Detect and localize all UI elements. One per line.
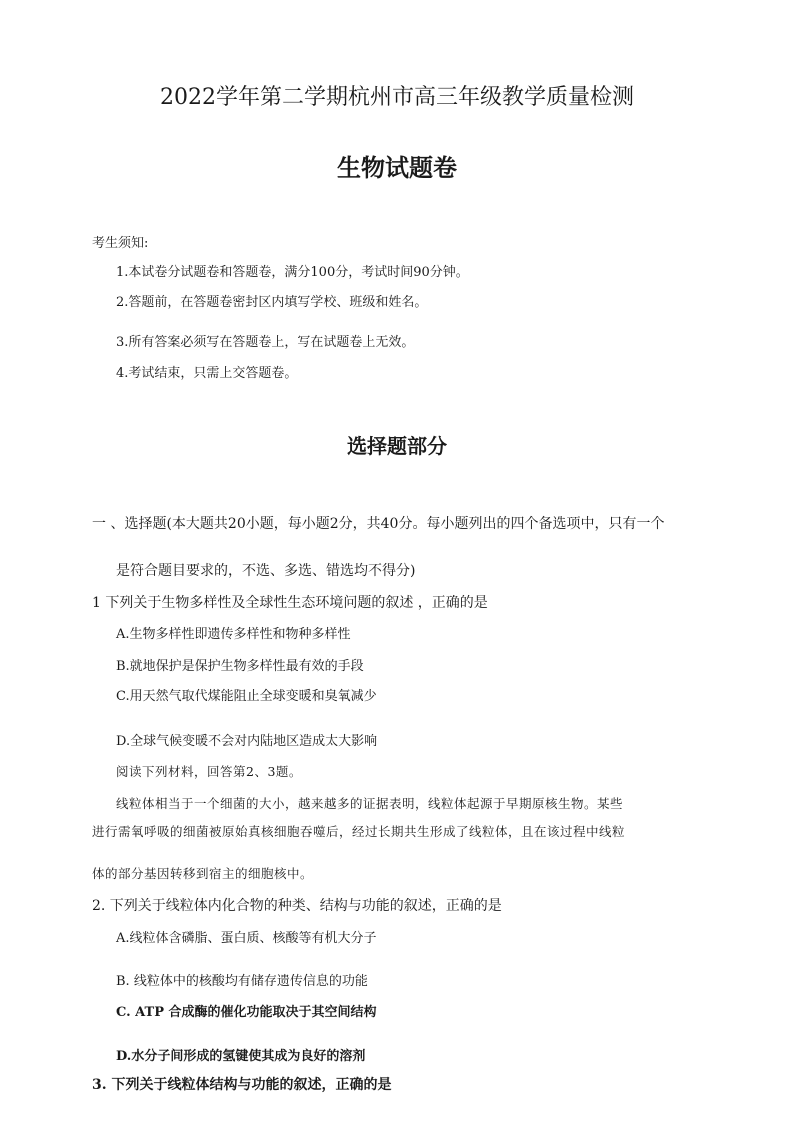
- question-2-option-b: B. 线粒体中的核酸均有储存遗传信息的功能: [116, 974, 368, 989]
- section-title: 选择题部分: [347, 434, 447, 458]
- notice-item: 1.本试卷分试题卷和答题卷，满分100分，考试时间90分钟。: [116, 265, 469, 280]
- section-intro: 一 、选择题(本大题共20小题，每小题2分，共40分。每小题列出的四个备选项中，只有一个: [92, 516, 665, 532]
- reading-line: 体的部分基因转移到宿主的细胞核中。: [92, 866, 314, 881]
- notice-item: 3.所有答案必须写在答题卷上，写在试题卷上无效。: [116, 335, 415, 350]
- question-2-option-d: D.水分子间形成的氢键使其成为良好的溶剂: [116, 1049, 366, 1064]
- question-2-stem: 2. 下列关于线粒体内化合物的种类、结构与功能的叙述，正确的是: [92, 898, 502, 914]
- reading-lead: 阅读下列材料，回答第2、3题。: [116, 764, 302, 779]
- notice-heading: 考生须知:: [92, 236, 149, 251]
- exam-subtitle: 生物试题卷: [337, 153, 457, 182]
- question-1-stem: 1 下列关于生物多样性及全球性生态环境问题的叙述 ，正确的是: [92, 595, 488, 611]
- question-2-option-c: C. ATP 合成酶的催化功能取决于其空间结构: [116, 1005, 377, 1020]
- reading-line: 线粒体相当于一个细菌的大小，越来越多的证据表明，线粒体起源于早期原核生物。某些: [116, 796, 624, 811]
- notice-item: 4.考试结束，只需上交答题卷。: [116, 366, 298, 381]
- exam-title: 2022学年第二学期杭州市高三年级教学质量检测: [160, 85, 634, 110]
- question-1-option-b: B.就地保护是保护生物多样性最有效的手段: [116, 659, 364, 674]
- question-3-stem: 3. 下列关于线粒体结构与功能的叙述，正确的是: [92, 1077, 392, 1093]
- question-2-option-a: A.线粒体含磷脂、蛋白质、核酸等有机大分子: [116, 931, 377, 946]
- question-1-option-a: A.生物多样性即遗传多样性和物种多样性: [116, 627, 351, 642]
- notice-item: 2.答题前，在答题卷密封区内填写学校、班级和姓名。: [116, 295, 428, 310]
- question-1-option-d: D.全球气候变暖不会对内陆地区造成太大影响: [116, 734, 378, 749]
- section-intro-cont: 是符合题目要求的，不选、多选、错选均不得分): [116, 563, 416, 579]
- reading-line: 进行需氧呼吸的细菌被原始真核细胞吞噬后，经过长期共生形成了线粒体，且在该过程中线粒: [92, 824, 626, 839]
- question-1-option-c: C.用天然气取代煤能阻止全球变暖和臭氧减少: [116, 689, 377, 704]
